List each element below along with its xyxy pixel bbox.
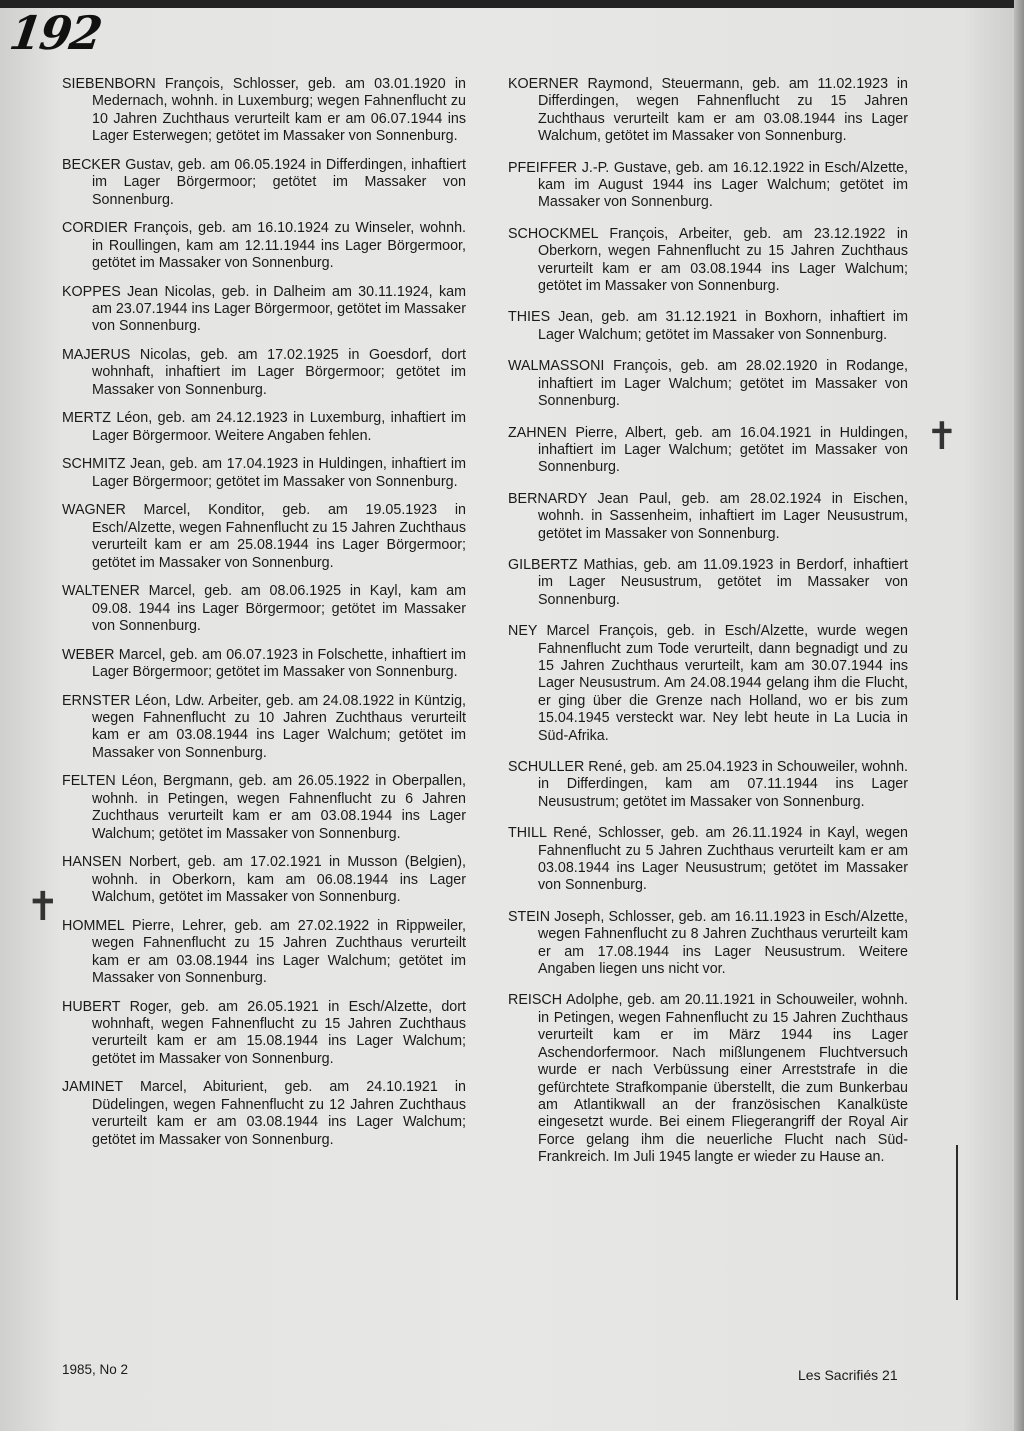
entry: SCHOCKMEL François, Arbeiter, geb. am 23.12.1922 in Oberkorn, wegen Fahnenflucht zu 15 Jahren Zuchthaus verurteilt kam er am 03.08.1944 ins Lager Walchum; getötet im Massaker von Sonnenburg. xyxy=(508,225,908,295)
entry: PFEIFFER J.-P. Gustave, geb. am 16.12.1922 in Esch/Alzette, kam im August 1944 ins Lager Walchum; getötet im Massaker von Sonnenburg. xyxy=(508,159,908,211)
page-footer: Les Sacrifiés 21 xyxy=(798,1367,898,1383)
entry: ZAHNEN Pierre, Albert, geb. am 16.04.1921 in Huldingen, inhaftiert im Lager Walchum; getötet im Massaker von Sonnenburg. xyxy=(508,424,908,476)
entry: KOERNER Raymond, Steuermann, geb. am 11.02.1923 in Differdingen, wegen Fahnenflucht zu 15 Jahren Zuchthaus verurteilt kam er am 03.08.1944 ins Lager Walchum, getötet im Massaker von Sonnenburg. xyxy=(508,76,908,145)
right-scan-border xyxy=(1014,0,1024,1431)
entry: SCHULLER René, geb. am 25.04.1923 in Schouweiler, wohnh. in Differdingen, kam am 07.11.1944 ins Lager Neusustrum; getötet im Massaker von Sonnenburg. xyxy=(508,759,908,810)
entry: HOMMEL Pierre, Lehrer, geb. am 27.02.1922 in Rippweiler, wegen Fahnenflucht zu 15 Jahren Zuchthaus verurteilt kam er am 03.08.1944 ins Lager Walchum; getötet im Massaker von Sonnenburg. xyxy=(62,917,466,986)
entry: BECKER Gustav, geb. am 06.05.1924 in Differdingen, inhaftiert im Lager Börgermoor; getötet im Massaker von Sonnenburg. xyxy=(62,156,466,208)
entry: MAJERUS Nicolas, geb. am 17.02.1925 in Goesdorf, dort wohnhaft, inhaftiert im Lager Börgermoor; getötet im Massaker von Sonnenburg. xyxy=(62,347,466,398)
entry: NEY Marcel François, geb. in Esch/Alzette, wurde wegen Fahnenflucht zum Tode verurteilt, dann begnadigt und zu 15 Jahren Zuchthaus verurteilt, kam am 30.07.1944 ins Lager Neusustrum. Am 24.08.1944 gelang ihm die Flucht, er ging über die Grenze nach Holland, wo er bis zum 15.04.1945 versteckt war. Ney lebt heute in La Lucia in Süd-Afrika. xyxy=(508,623,908,744)
left-column xyxy=(62,76,466,1160)
entry: HUBERT Roger, geb. am 26.05.1921 in Esch/Alzette, dort wohnhaft, wegen Fahnenflucht zu 15 Jahren Zuchthaus verurteilt kam er am 15.08.1944 ins Lager Walchum; getötet im Massaker von Sonnenburg. xyxy=(62,998,466,1067)
handwritten-page-number: 192 xyxy=(6,6,104,60)
entry: HANSEN Norbert, geb. am 17.02.1921 in Musson (Belgien), wohnh. in Oberkorn, kam am 06.08.1944 ins Lager Walchum, getötet im Massaker von Sonnenburg. xyxy=(62,854,466,906)
entry: MERTZ Léon, geb. am 24.12.1923 in Luxemburg, inhaftiert im Lager Börgermoor. Weitere Angaben fehlen. xyxy=(62,410,466,444)
entry: BERNARDY Jean Paul, geb. am 28.02.1924 in Eischen, wohnh. in Sassenheim, inhaftiert im Lager Neusustrum, getötet im Massaker von Sonnenburg. xyxy=(508,490,908,542)
entry: GILBERTZ Mathias, geb. am 11.09.1923 in Berdorf, inhaftiert im Lager Neusustrum, getötet im Massaker von Sonnenburg. xyxy=(508,556,908,608)
margin-cross-mark: ✝ xyxy=(26,884,60,930)
entry: JAMINET Marcel, Abiturient, geb. am 24.10.1921 in Düdelingen, wegen Fahnenflucht zu 12 Jahren Zuchthaus verurteilt kam er am 03.08.1944 ins Lager Walchum; getötet im Massaker von Sonnenburg. xyxy=(62,1079,466,1148)
entry: WAGNER Marcel, Konditor, geb. am 19.05.1923 in Esch/Alzette, wegen Fahnenflucht zu 15 Jahren Zuchthaus verurteilt kam er am 25.08.1944 ins Lager Börgermoor; getötet im Massaker von Sonnenburg. xyxy=(62,502,466,571)
entry: KOPPES Jean Nicolas, geb. in Dalheim am 30.11.1924, kam am 23.07.1944 ins Lager Börgermoor, getötet im Massaker von Sonnenburg. xyxy=(62,283,466,335)
entry: THIES Jean, geb. am 31.12.1921 in Boxhorn, inhaftiert im Lager Walchum; getötet im Massaker von Sonnenburg. xyxy=(508,309,908,343)
top-scan-border xyxy=(0,0,1024,8)
entry: FELTEN Léon, Bergmann, geb. am 26.05.1922 in Oberpallen, wohnh. in Petingen, wegen Fahnenflucht zu 6 Jahren Zuchthaus verurteilt kam er am 03.08.1944 ins Lager Walchum; getötet im Massaker von Sonnenburg. xyxy=(62,773,466,842)
issue-footer: 1985, No 2 xyxy=(62,1362,129,1377)
entry: STEIN Joseph, Schlosser, geb. am 16.11.1923 in Esch/Alzette, wegen Fahnenflucht zu 8 Jahren Zuchthaus verurteilt kam er am 17.08.1944 ins Lager Neusustrum. Weitere Angaben liegen uns nicht vor. xyxy=(508,908,908,978)
right-column xyxy=(508,76,908,1181)
entry: REISCH Adolphe, geb. am 20.11.1921 in Schouweiler, wohnh. in Petingen, wegen Fahnenflucht zu 15 Jahren Zuchthaus verurteilt kam er im März 1944 ins Lager Aschendorfermoor. Nach mißlungenem Fluchtversuch wurde er nach Verbüssung einer Arreststrafe in die gefürchtete Strafkompanie überstellt, die zum Bunkerbau am Atlantikwall an der französischen Kanalküste eingesetzt wurde. Bei einem Fliegerangriff der Royal Air Force gelang ihm die neuerliche Flucht nach Süd-Frankreich. Im Juli 1945 langte er wieder zu Hause an. xyxy=(508,992,908,1166)
entry: CORDIER François, geb. am 16.10.1924 zu Winseler, wohnh. in Roullingen, kam am 12.11.1944 ins Lager Börgermoor, getötet im Massaker von Sonnenburg. xyxy=(62,220,466,272)
entry: SIEBENBORN François, Schlosser, geb. am 03.01.1920 in Medernach, wohnh. in Luxemburg; wegen Fahnenflucht zu 10 Jahren Zuchthaus verurteilt kam er am 06.07.1944 ins Lager Esterwegen; getötet im Massaker von Sonnenburg. xyxy=(62,76,466,145)
entry: WALTENER Marcel, geb. am 08.06.1925 in Kayl, kam am 09.08. 1944 ins Lager Börgermoor; getötet im Massaker von Sonnenburg. xyxy=(62,583,466,635)
entry: WEBER Marcel, geb. am 06.07.1923 in Folschette, inhaftiert im Lager Börgermoor; getötet im Massaker von Sonnenburg. xyxy=(62,646,466,681)
entry: THILL René, Schlosser, geb. am 26.11.1924 in Kayl, wegen Fahnenflucht zu 5 Jahren Zuchthaus verurteilt kam er am 03.08.1944 ins Lager Neusustrum; getötet im Massaker von Sonnenburg. xyxy=(508,825,908,894)
margin-cross-mark: ✝ xyxy=(926,414,958,458)
entry: ERNSTER Léon, Ldw. Arbeiter, geb. am 24.08.1922 in Küntzig, wegen Fahnenflucht zu 10 Jahren Zuchthaus verurteilt kam er am 03.08.1944 ins Lager Walchum; getötet im Massaker von Sonnenburg. xyxy=(62,692,466,761)
margin-line xyxy=(956,1145,958,1300)
entry: SCHMITZ Jean, geb. am 17.04.1923 in Huldingen, inhaftiert im Lager Börgermoor; getötet im Massaker von Sonnenburg. xyxy=(62,456,466,490)
entry: WALMASSONI François, geb. am 28.02.1920 in Rodange, inhaftiert im Lager Walchum; getötet im Massaker von Sonnenburg. xyxy=(508,358,908,410)
